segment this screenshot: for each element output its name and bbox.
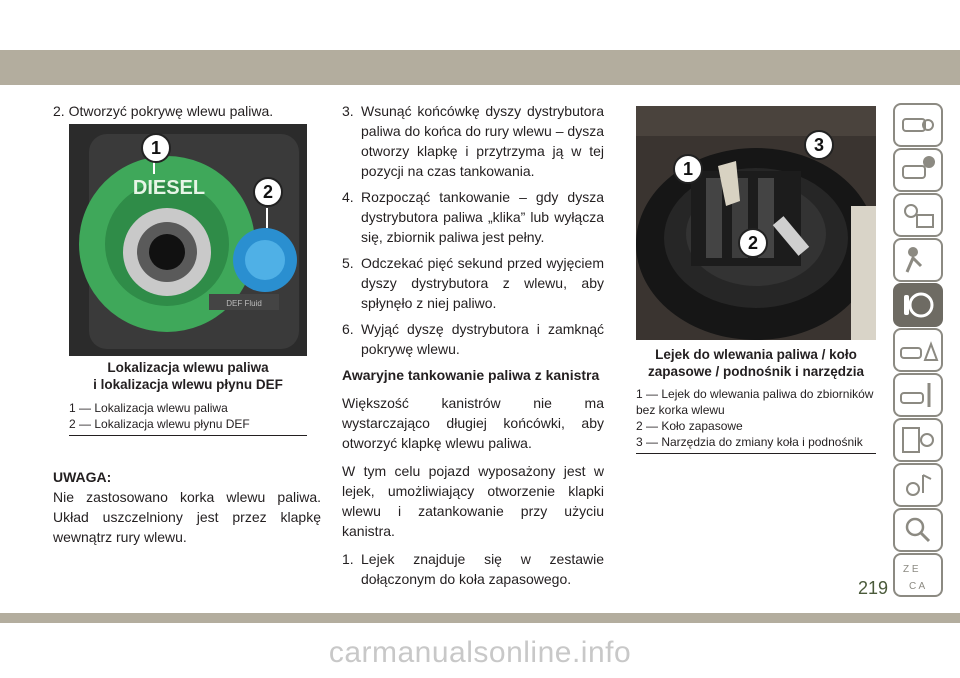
tab-safety[interactable] (893, 238, 943, 282)
def-fluid-label: DEF Fluid (226, 299, 262, 308)
car-service-icon (895, 375, 941, 415)
paragraph-2: W tym celu pojazd wyposażony jest w lejek, umożliwiający otworzenie klapki wlewu i zatankowanie przy użyciu kanistra. (342, 463, 604, 539)
left-legend-item: 2 — Lokalizacja wlewu płynu DEF (69, 417, 250, 431)
tab-index[interactable] (893, 553, 943, 597)
step-number: 4. (342, 189, 354, 205)
step-number: 1. (342, 551, 354, 567)
left-legend-item: 1 — Lokalizacja wlewu paliwa (69, 401, 228, 415)
tab-car-info[interactable] (893, 148, 943, 192)
tab-service[interactable] (893, 373, 943, 417)
car-search-icon (895, 105, 941, 145)
step-6 (342, 319, 604, 359)
step-1 (342, 549, 604, 589)
multimedia-icon (895, 465, 941, 505)
specifications-icon (895, 420, 941, 460)
right-caption-block (636, 346, 876, 454)
left-column (53, 101, 321, 121)
right-caption-line1: Lejek do wlewania paliwa / koło (655, 347, 857, 362)
middle-column (342, 101, 604, 595)
tab-specifications[interactable] (893, 418, 943, 462)
car-info-icon (895, 150, 941, 190)
step-text: Lejek znajduje się w zestawie dołączonym do koła zapasowego. (361, 551, 604, 587)
svg-text:Z E: Z E (903, 564, 919, 575)
callout-3-tools: 3 (804, 130, 834, 160)
right-legend-item: 1 — Lejek do wlewania paliwa do zbiorników bez korka wlewu (636, 387, 874, 417)
tab-search[interactable] (893, 508, 943, 552)
step-text: Wyjąć dyszę dystrybutora i zamknąć pokrywę wlewu. (361, 321, 604, 357)
note-title: UWAGA: (53, 469, 112, 485)
note-text: Nie zastosowano korka wlewu paliwa. Układ uszczelniony jest przez klapkę wewnątrz rury wlewu. (53, 489, 321, 545)
right-legend-item: 3 — Narzędzia do zmiany koła i podnośnik (636, 435, 863, 449)
step-5 (342, 253, 604, 313)
right-caption-line2: zapasowe / podnośnik i narzędzia (647, 364, 865, 379)
step-number: 5. (342, 255, 354, 271)
svg-text:C A: C A (909, 581, 926, 592)
roadside-warning-icon (895, 330, 941, 370)
callout-2-def: 2 (253, 177, 283, 207)
spare-wheel-illustration (636, 106, 876, 340)
left-caption-line1: Lokalizacja wlewu paliwa (107, 360, 269, 375)
step-text: Wsunąć końcówkę dyszy dystrybutora paliwa do końca do rury wlewu – dysza otworzy klapkę i przytrzyma ją w tej pozycji na czas tankowania. (361, 103, 604, 179)
right-caption (636, 346, 876, 380)
tab-warning-lights[interactable] (893, 193, 943, 237)
right-legend-item: 2 — Koło zapasowe (636, 419, 743, 433)
diesel-label: DIESEL (132, 177, 206, 199)
step-number: 6. (342, 321, 354, 337)
spare-wheel-photo (636, 106, 876, 340)
warning-lights-icon (895, 195, 941, 235)
tab-driving[interactable] (893, 283, 943, 327)
left-legend-rule (69, 435, 307, 436)
index-icon (895, 555, 941, 595)
left-caption-line2: i lokalizacja wlewu płynu DEF (93, 377, 283, 392)
right-legend (636, 386, 876, 450)
fuel-filler-illustration (69, 124, 307, 356)
left-legend (69, 400, 307, 432)
step-text: Odczekać pięć sekund przed wyjęciem dyszy dystrybutora z wlewu, aby spłynęło z niej paliwo. (361, 255, 604, 311)
callout-1-fuel: 1 (141, 133, 171, 163)
section-heading: Awaryjne tankowanie paliwa z kanistra (342, 367, 600, 383)
note-block (53, 467, 321, 547)
tab-roadside[interactable] (893, 328, 943, 372)
fuel-filler-photo (69, 124, 307, 356)
top-band (0, 50, 960, 85)
left-caption (69, 359, 307, 393)
step-text: Rozpocząć tankowanie – gdy dysza dystrybutora paliwa „klika” lub wyłącza się, zbiornik paliwa jest pełny. (361, 189, 604, 245)
step-2: 2. Otworzyć pokrywę wlewu paliwa. (53, 103, 274, 119)
callout-1-funnel: 1 (673, 154, 703, 184)
step-number: 3. (342, 103, 354, 119)
tab-multimedia[interactable] (893, 463, 943, 507)
right-legend-rule (636, 453, 876, 454)
watermark: carmanualsonline.info (328, 636, 632, 669)
left-caption-block (69, 359, 307, 436)
paragraph-1: Większość kanistrów nie ma wystarczająco długiej końcówki, aby otworzyć klapkę wlewu paliwa. (342, 395, 604, 451)
bottom-band (0, 613, 960, 623)
safety-icon (895, 240, 941, 280)
tab-car-search[interactable] (893, 103, 943, 147)
search-icon (895, 510, 941, 550)
steering-wheel-icon (895, 285, 941, 325)
callout-2-spare-wheel: 2 (738, 228, 768, 258)
page-number: 219 (858, 578, 889, 598)
step-3 (342, 101, 604, 181)
step-4 (342, 187, 604, 247)
